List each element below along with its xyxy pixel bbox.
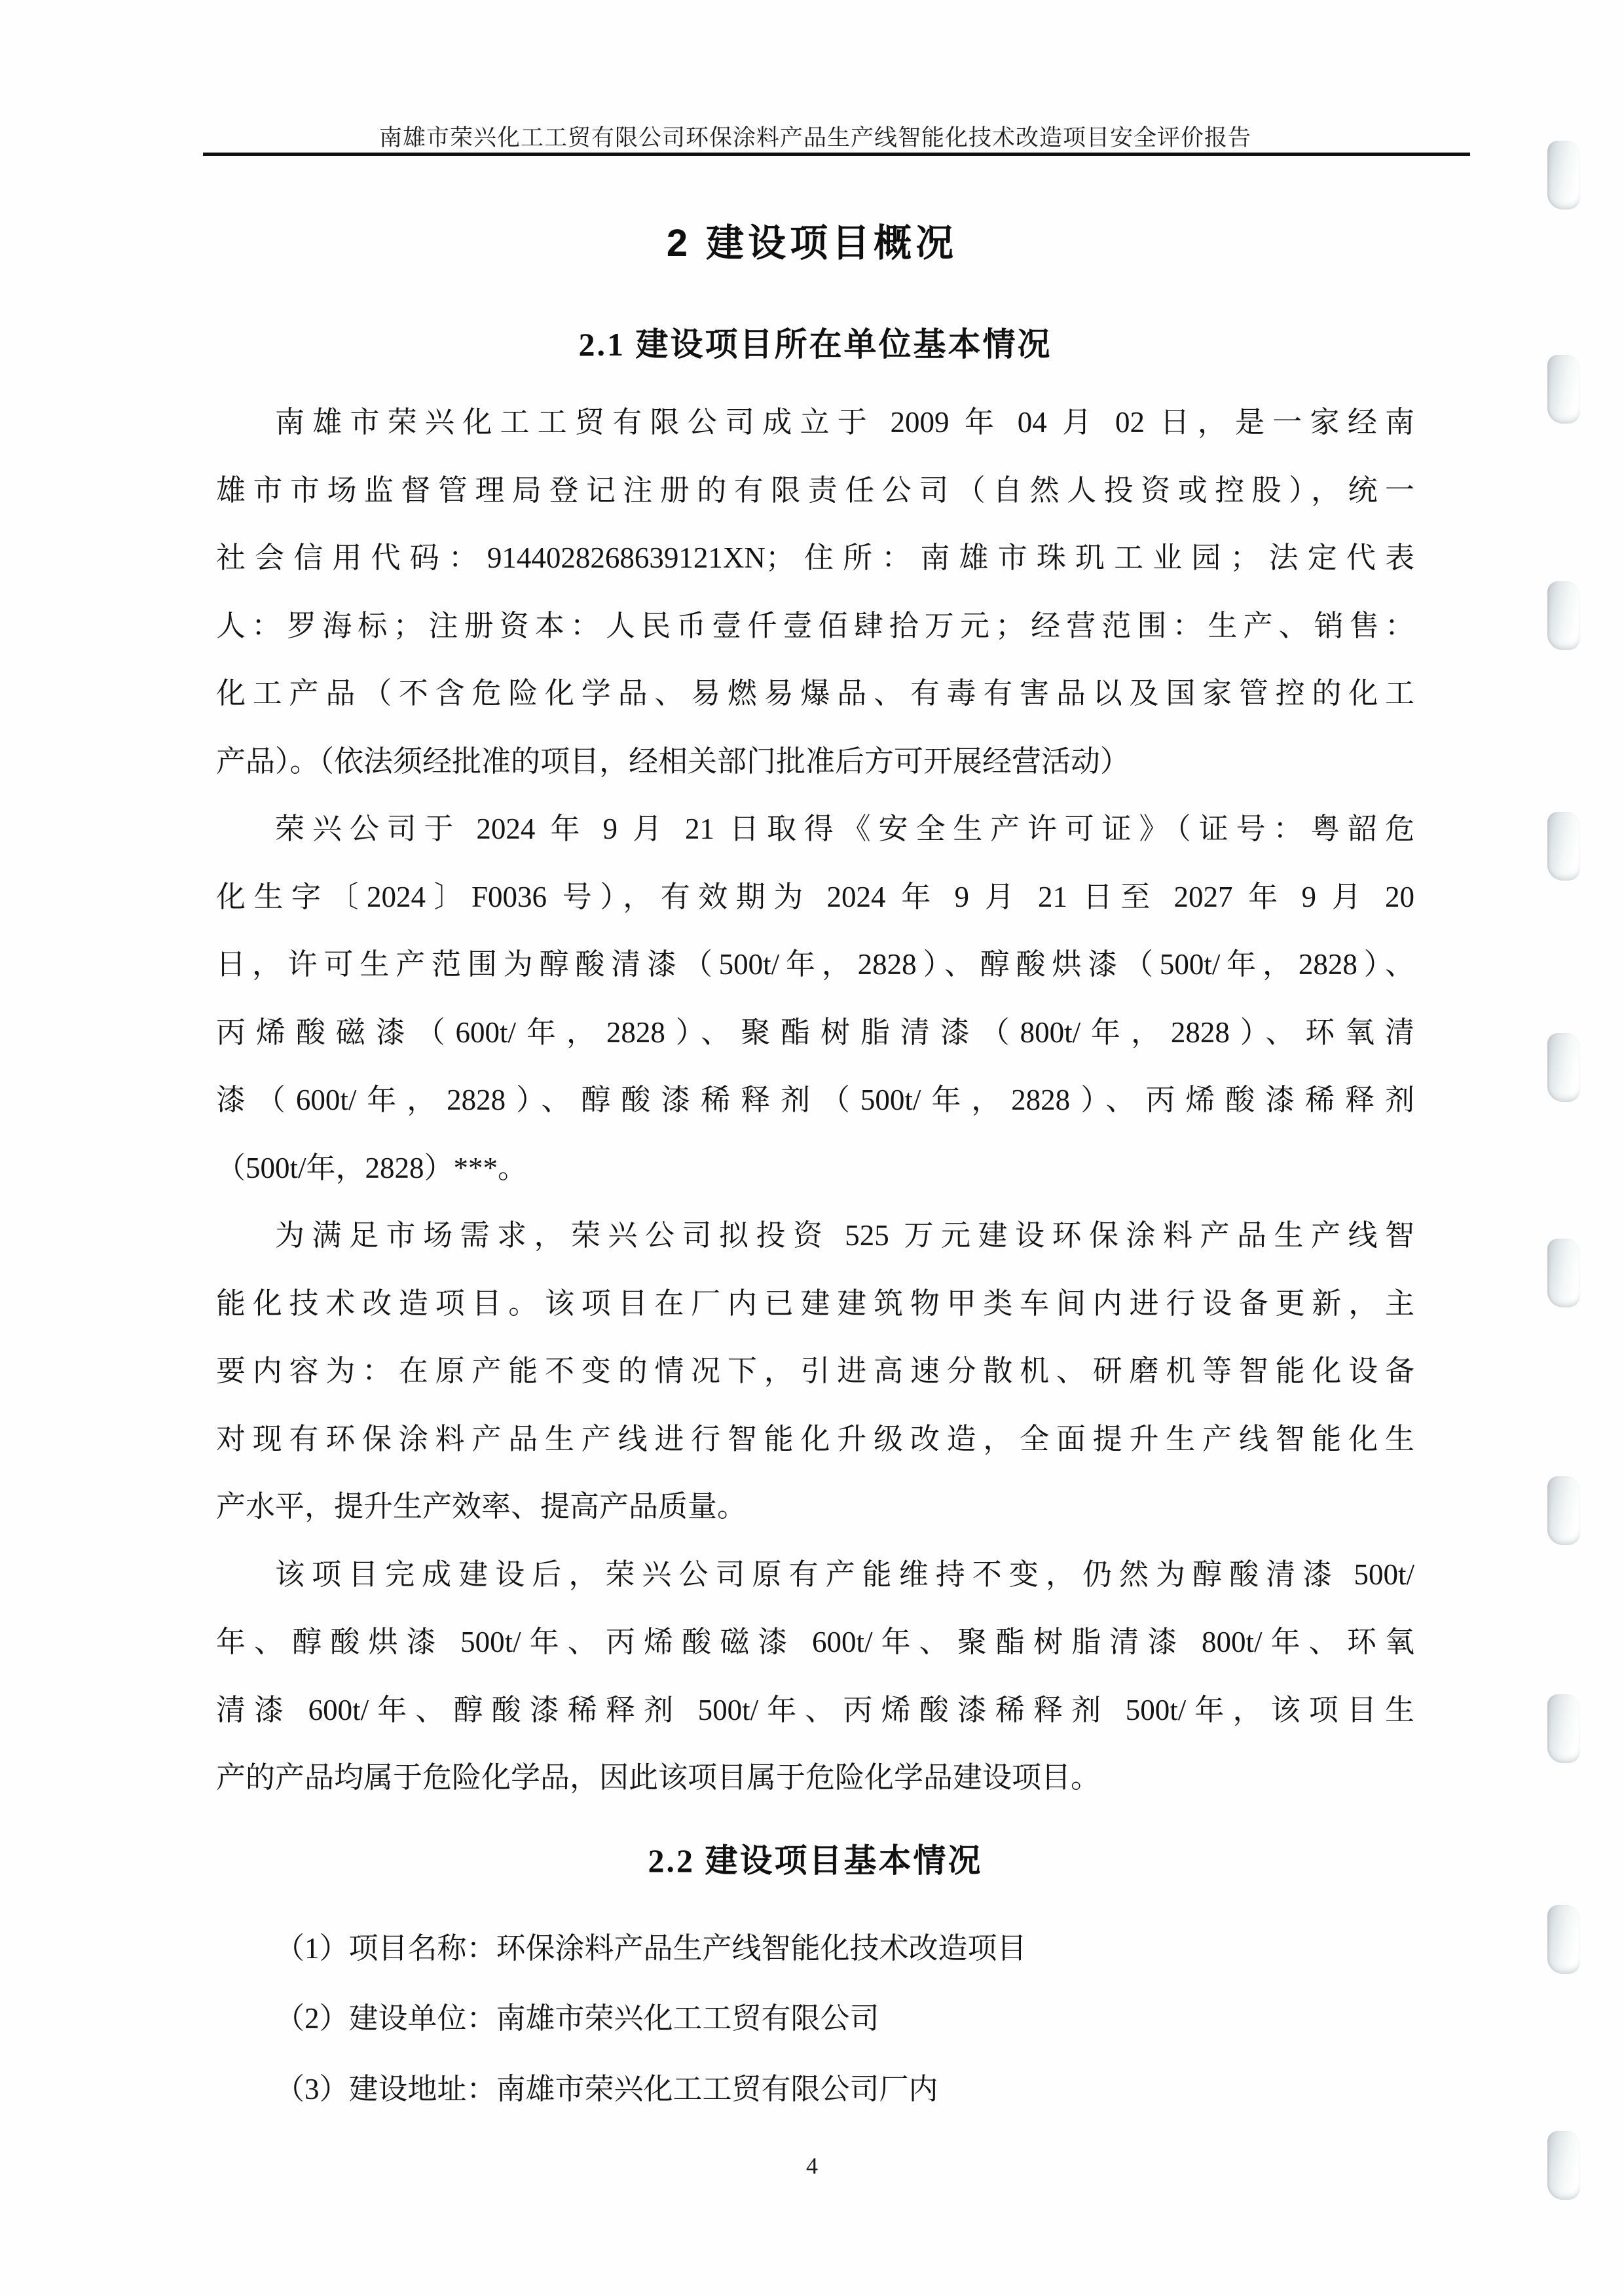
text-line: 丙烯酸磁漆（600t/年，2828）、聚酯树脂清漆（800t/年，2828）、环氧清 xyxy=(216,1015,1414,1049)
binder-hole-mark xyxy=(1547,1905,1580,1974)
text-line: 化工产品（不含危险化学品、易燃易爆品、有毒有害品以及国家管控的化工 xyxy=(216,677,1414,710)
text-line: 产的产品均属于危险化学品，因此该项目属于危险化学品建设项目。 xyxy=(216,1761,1101,1794)
binder-hole-mark xyxy=(1547,1476,1580,1545)
list-item-project-name: （1）项目名称：环保涂料产品生产线智能化技术改造项目 xyxy=(275,1931,1027,1965)
project-info-list xyxy=(216,1914,1414,2125)
text-line: 为满足市场需求，荣兴公司拟投资 525 万元建设环保涂料产品生产线智 xyxy=(275,1219,1414,1252)
section-2-2-heading: 2.2 建设项目基本情况 xyxy=(648,1842,983,1879)
text-line: 南雄市荣兴化工工贸有限公司成立于 2009 年 04 月 02 日，是一家经南 xyxy=(275,406,1414,439)
page-body xyxy=(216,389,1414,2124)
binder-hole-mark xyxy=(1547,141,1580,210)
paragraph-2 xyxy=(216,795,1414,1202)
list-item-build-address: （3）建设地址：南雄市荣兴化工工贸有限公司厂内 xyxy=(275,2072,938,2105)
paragraph-4 xyxy=(216,1541,1414,1812)
text-line: 日，许可生产范围为醇酸清漆（500t/年，2828）、醇酸烘漆（500t/年，2828）、 xyxy=(216,948,1414,981)
binder-hole-mark xyxy=(1547,812,1580,881)
text-line: （500t/年，2828）***。 xyxy=(216,1151,528,1184)
binder-hole-mark xyxy=(1547,1239,1580,1307)
text-line: 漆（600t/年，2828）、醇酸漆稀释剂（500t/年，2828）、丙烯酸漆稀释剂 xyxy=(216,1084,1414,1116)
text-line: 化生字〔2024〕F0036 号），有效期为 2024 年 9 月 21 日至 2027 年 9 月 20 xyxy=(216,880,1414,913)
chapter-title: 2 建设项目概况 xyxy=(666,222,958,264)
page-number: 4 xyxy=(806,2153,818,2179)
text-line: 能化技术改造项目。该项目在厂内已建建筑物甲类车间内进行设备更新，主 xyxy=(216,1286,1414,1320)
text-line: 年、醇酸烘漆 500t/年、丙烯酸磁漆 600t/年、聚酯树脂清漆 800t/年、环氧 xyxy=(216,1626,1414,1658)
section-2-1-heading: 2.1 建设项目所在单位基本情况 xyxy=(578,326,1052,363)
text-line: 对现有环保涂料产品生产线进行智能化升级改造，全面提升生产线智能化生 xyxy=(216,1422,1414,1455)
text-line: 该项目完成建设后，荣兴公司原有产能维持不变，仍然为醇酸清漆 500t/ xyxy=(275,1558,1414,1591)
paragraph-3 xyxy=(216,1202,1414,1541)
binder-hole-mark xyxy=(1547,581,1580,650)
running-header: 南雄市荣兴化工工贸有限公司环保涂料产品生产线智能化技术改造项目安全评价报告 xyxy=(378,125,1251,151)
text-line: 人：罗海标；注册资本：人民币壹仟壹佰肆拾万元；经营范围：生产、销售： xyxy=(216,609,1414,642)
paragraph-1 xyxy=(216,389,1414,795)
header-rule xyxy=(203,153,1470,156)
text-line: 产水平，提升生产效率、提高产品质量。 xyxy=(216,1490,747,1523)
binder-hole-mark xyxy=(1547,1033,1580,1102)
binder-hole-mark xyxy=(1547,1694,1580,1763)
text-line: 要内容为：在原产能不变的情况下，引进高速分散机、研磨机等智能化设备 xyxy=(216,1355,1414,1387)
list-item-builder-unit: （2）建设单位：南雄市荣兴化工工贸有限公司 xyxy=(275,2002,879,2035)
text-line: 产品）。（依法须经批准的项目，经相关部门批准后方可开展经营活动） xyxy=(216,744,1130,778)
text-line: 雄市市场监督管理局登记注册的有限责任公司（自然人投资或控股），统一 xyxy=(216,473,1414,507)
binder-hole-mark xyxy=(1547,2131,1580,2200)
binder-hole-mark xyxy=(1547,355,1580,424)
text-line: 清漆 600t/年、醇酸漆稀释剂 500t/年、丙烯酸漆稀释剂 500t/年，该项目生 xyxy=(216,1693,1414,1726)
text-line: 社会信用代码：9144028268639121XN；住所：南雄市珠玑工业园；法定代表 xyxy=(216,541,1414,574)
text-line: 荣兴公司于 2024 年 9 月 21 日取得《安全生产许可证》（证号：粤韶危 xyxy=(275,812,1414,845)
